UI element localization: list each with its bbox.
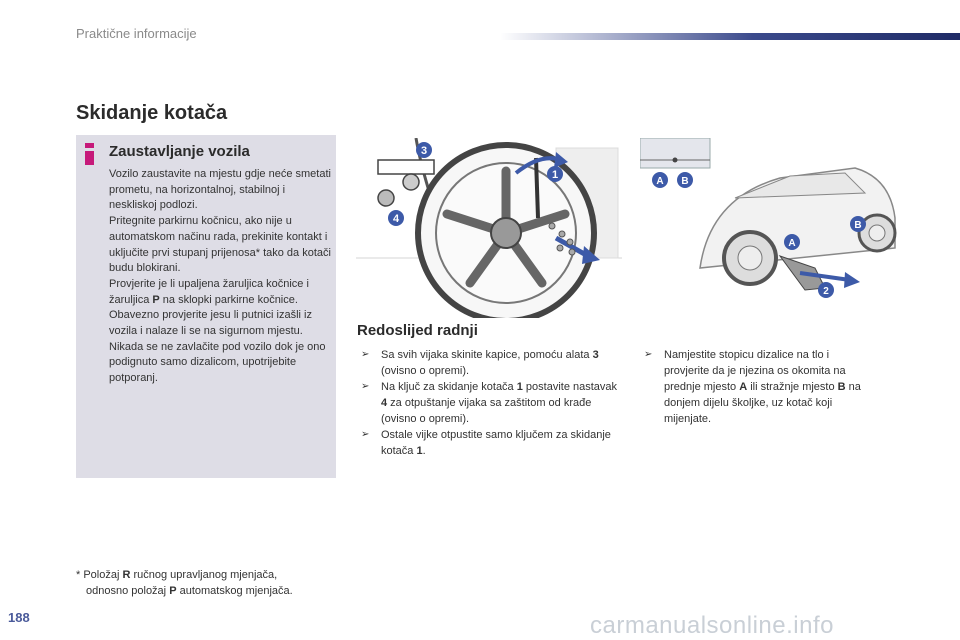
svg-text:2: 2 bbox=[823, 286, 829, 297]
svg-text:1: 1 bbox=[551, 169, 559, 181]
callout-b-car bbox=[850, 216, 866, 232]
callout-a-top bbox=[652, 172, 668, 188]
info-paragraph: Vozilo zaustavite na mjestu gdje neće smetati prometu, na horizontalnoj, stabilnoj i neskliskoj podlozi. bbox=[109, 168, 331, 212]
car-jack-illustration bbox=[640, 138, 900, 303]
steps-title: Redoslijed radnji bbox=[357, 322, 478, 339]
callout-2 bbox=[818, 282, 834, 298]
callout-4 bbox=[388, 210, 404, 226]
svg-text:3: 3 bbox=[420, 145, 428, 157]
header-bar bbox=[500, 33, 960, 40]
steps-list-left bbox=[357, 347, 619, 459]
svg-text:A: A bbox=[656, 176, 664, 187]
step-item: ➢ Ostale vijke otpustite samo ključem za skidanje kotača 1. bbox=[361, 429, 611, 457]
bullet-arrow-icon: ➢ bbox=[361, 429, 370, 440]
wheel-wrench-illustration bbox=[356, 138, 622, 318]
page-header-title: Praktične informacije bbox=[76, 26, 197, 41]
step-item: ➢ Na ključ za skidanje kotača 1 postavite nastavak 4 za otpuštanje vijaka sa zaštitom od krađe (ovisno o opremi). bbox=[361, 381, 618, 425]
callout-3 bbox=[416, 142, 432, 158]
bullet-arrow-icon: ➢ bbox=[361, 349, 370, 360]
section-title: Skidanje kotača bbox=[76, 102, 228, 124]
page-number: 188 bbox=[8, 610, 30, 625]
info-box-text bbox=[109, 167, 333, 387]
step-item: ➢ Sa svih vijaka skinite kapice, pomoću alata 3 (ovisno o opremi). bbox=[361, 349, 599, 377]
svg-text:B: B bbox=[681, 176, 689, 187]
step-item: ➢ Namjestite stopicu dizalice na tlo i provjerite da je njezina os okomita na prednje mjesto A ili stražnje mjesto B na donjem dijelu školjke, uz kotač koji mijenjate. bbox=[644, 349, 861, 425]
footnote: * Položaj R ručnog upravljanog mjenjača, odnosno položaj P automatskog mjenjača. bbox=[76, 569, 293, 597]
svg-text:B: B bbox=[854, 220, 862, 231]
steps-list-right bbox=[640, 347, 876, 427]
info-paragraph: Pritegnite parkirnu kočnicu, ako nije u automatskom načinu rada, prekinite kontakt i uključite prvi stupanj prijenosa* tako da kotači budu blokirani. bbox=[109, 215, 331, 275]
info-paragraph: Obavezno provjerite jesu li putnici izašli iz vozila i nalaze li se na sigurnom mjestu. bbox=[109, 309, 312, 338]
callout-a-car bbox=[784, 234, 800, 250]
watermark: carmanualsonline.info bbox=[590, 612, 834, 639]
info-box-title: Zaustavljanje vozila bbox=[109, 143, 250, 160]
bullet-arrow-icon: ➢ bbox=[644, 349, 653, 360]
callout-b-top bbox=[677, 172, 693, 188]
svg-text:4: 4 bbox=[392, 213, 400, 225]
info-paragraph: Provjerite je li upaljena žaruljica kočnice i žaruljica P na sklopki parkirne kočnice. bbox=[109, 277, 309, 306]
callout-1 bbox=[547, 166, 563, 182]
bullet-arrow-icon: ➢ bbox=[361, 381, 370, 392]
svg-text:A: A bbox=[788, 238, 796, 249]
info-box bbox=[76, 135, 336, 478]
info-paragraph: Nikada se ne zavlačite pod vozilo dok je ono podignuto samo dizalicom, upotrijebite potporanj. bbox=[109, 340, 326, 385]
info-icon bbox=[85, 143, 94, 165]
